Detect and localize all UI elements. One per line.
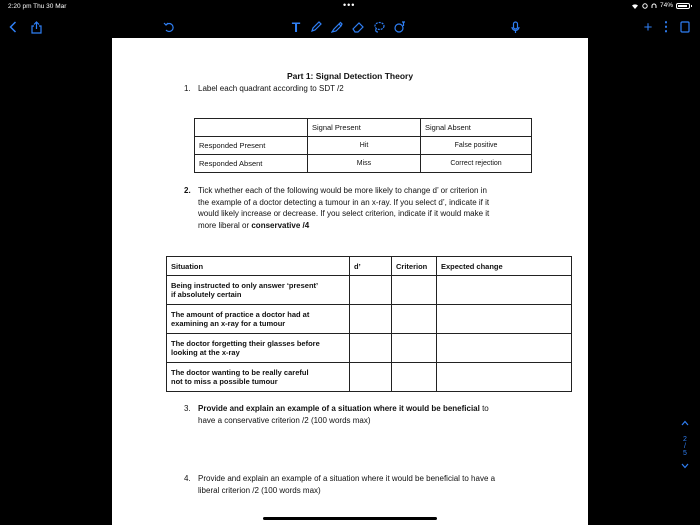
- situation-table: [166, 256, 572, 392]
- table-header-row: [167, 257, 572, 276]
- situation-cell: [167, 363, 350, 392]
- status-icons: [631, 2, 690, 9]
- table-row: [167, 363, 572, 392]
- share-button[interactable]: [28, 14, 44, 40]
- situation-line: Being instructed to only answer ‘present’: [171, 280, 319, 290]
- text-tool-button[interactable]: T: [291, 19, 301, 35]
- battery-icon: [676, 3, 690, 9]
- current-page: 2: [683, 436, 687, 443]
- question-text: [198, 403, 578, 426]
- criterion-cell[interactable]: [392, 334, 437, 363]
- share-icon: [31, 21, 42, 34]
- question-number: 2.: [184, 186, 191, 195]
- question-text: [198, 185, 578, 231]
- table-header-cell: d’: [350, 257, 392, 276]
- d-prime-cell[interactable]: [350, 276, 392, 305]
- row-label: Responded Present: [195, 137, 308, 155]
- pages-icon: [680, 21, 690, 33]
- table-row: [195, 137, 532, 155]
- headphones-icon: [651, 3, 657, 9]
- status-bar: [0, 0, 700, 12]
- situation-line: The amount of practice a doctor had at: [171, 309, 310, 319]
- d-prime-cell[interactable]: [350, 305, 392, 334]
- question-line: the example of a doctor detecting a tumour in an x-ray. If you select d’, indicate if it: [198, 197, 490, 207]
- table-cell[interactable]: Hit: [308, 137, 421, 155]
- table-row: [195, 155, 532, 173]
- expected-change-cell[interactable]: [437, 305, 572, 334]
- pen-tool-button[interactable]: [308, 14, 324, 40]
- question-line: would likely increase or decrease. If you select criterion, indicate if it would make it: [198, 209, 490, 218]
- highlighter-icon: [331, 21, 343, 33]
- undo-icon: [163, 22, 174, 33]
- microphone-icon: [511, 21, 520, 34]
- home-indicator[interactable]: [263, 517, 437, 520]
- question-marks: conservative /4: [251, 220, 310, 230]
- situation-line: not to miss a possible tumour: [171, 377, 278, 386]
- question-line-text: more liberal or: [198, 220, 252, 230]
- question-line: [198, 403, 578, 415]
- row-label: Responded Absent: [195, 155, 308, 173]
- page-title: Part 1: Signal Detection Theory: [286, 71, 414, 81]
- sdt-table: [194, 118, 532, 173]
- question-number: 1.: [184, 84, 191, 93]
- expected-change-cell[interactable]: [437, 334, 572, 363]
- question-line: liberal criterion /2 (100 words max): [198, 485, 321, 495]
- multitasking-dots[interactable]: •••: [343, 0, 356, 10]
- question-line-text: to: [479, 404, 489, 413]
- page-separator: /: [684, 443, 686, 450]
- situation-line: if absolutely certain: [171, 290, 242, 299]
- table-header-cell: Criterion: [392, 257, 437, 276]
- shapes-icon: [394, 21, 407, 33]
- shapes-tool-button[interactable]: [392, 14, 408, 40]
- question-4: [184, 473, 584, 497]
- lasso-tool-button[interactable]: [371, 14, 387, 40]
- undo-button[interactable]: [160, 14, 176, 40]
- question-number: 4.: [184, 474, 191, 483]
- expected-change-cell[interactable]: [437, 363, 572, 392]
- table-header-cell: Signal Present: [308, 119, 421, 137]
- question-1: [184, 83, 564, 95]
- chevron-left-icon: [9, 21, 17, 33]
- battery-percent: 74%: [659, 2, 673, 9]
- criterion-cell[interactable]: [392, 363, 437, 392]
- question-text: Label each quadrant according to SDT /2: [198, 84, 344, 93]
- lasso-icon: [373, 21, 385, 33]
- table-row: [167, 334, 572, 363]
- situation-cell: [167, 276, 350, 305]
- eraser-icon: [352, 21, 365, 33]
- situation-line: The doctor forgetting their glasses before: [171, 338, 320, 348]
- question-line: Tick whether each of the following would be more likely to change d’ or criterion in: [198, 186, 487, 195]
- chevron-up-icon[interactable]: [681, 420, 689, 426]
- more-button[interactable]: ⋮: [659, 19, 673, 34]
- toolbar: [0, 14, 700, 40]
- chevron-down-icon[interactable]: [681, 463, 689, 469]
- pages-button[interactable]: [678, 14, 692, 40]
- table-header-cell: Expected change: [437, 257, 572, 276]
- table-header-cell: Situation: [167, 257, 350, 276]
- question-line: have a conservative criterion /2 (100 words max): [198, 415, 371, 425]
- eraser-tool-button[interactable]: [350, 14, 366, 40]
- document-page[interactable]: [112, 38, 588, 525]
- expected-change-cell[interactable]: [437, 276, 572, 305]
- wifi-icon: [631, 3, 639, 9]
- table-cell[interactable]: False positive: [421, 137, 532, 155]
- question-3: [184, 403, 584, 427]
- situation-line: examining an x-ray for a tumour: [171, 319, 286, 328]
- highlighter-tool-button[interactable]: [329, 14, 345, 40]
- status-time: 2:20 pm Thu 30 Mar: [8, 3, 67, 10]
- situation-line: looking at the x-ray: [171, 348, 240, 357]
- table-cell[interactable]: Correct rejection: [421, 155, 532, 173]
- question-text: [198, 473, 578, 496]
- table-cell[interactable]: Miss: [308, 155, 421, 173]
- pen-icon: [310, 21, 322, 33]
- criterion-cell[interactable]: [392, 276, 437, 305]
- page-indicator[interactable]: [680, 420, 690, 471]
- question-line: Provide and explain an example of a situation where it would be beneficial to have a: [198, 474, 496, 483]
- question-2: [184, 185, 584, 233]
- question-bold-text: Provide and explain an example of a situation where it would be beneficial: [198, 404, 480, 413]
- question-line: [198, 220, 578, 232]
- situation-cell: [167, 305, 350, 334]
- location-icon: [642, 3, 648, 9]
- criterion-cell[interactable]: [392, 305, 437, 334]
- d-prime-cell[interactable]: [350, 363, 392, 392]
- table-header-cell: [195, 119, 308, 137]
- d-prime-cell[interactable]: [350, 334, 392, 363]
- back-button[interactable]: [6, 14, 20, 40]
- add-page-button[interactable]: +: [643, 18, 653, 36]
- table-row: [167, 305, 572, 334]
- table-row: [167, 276, 572, 305]
- situation-line: The doctor wanting to be really careful: [171, 367, 309, 377]
- table-header-cell: Signal Absent: [421, 119, 532, 137]
- question-number: 3.: [184, 404, 191, 413]
- total-pages: 5: [683, 450, 687, 457]
- microphone-button[interactable]: [508, 14, 522, 40]
- situation-cell: [167, 334, 350, 363]
- table-header-row: [195, 119, 532, 137]
